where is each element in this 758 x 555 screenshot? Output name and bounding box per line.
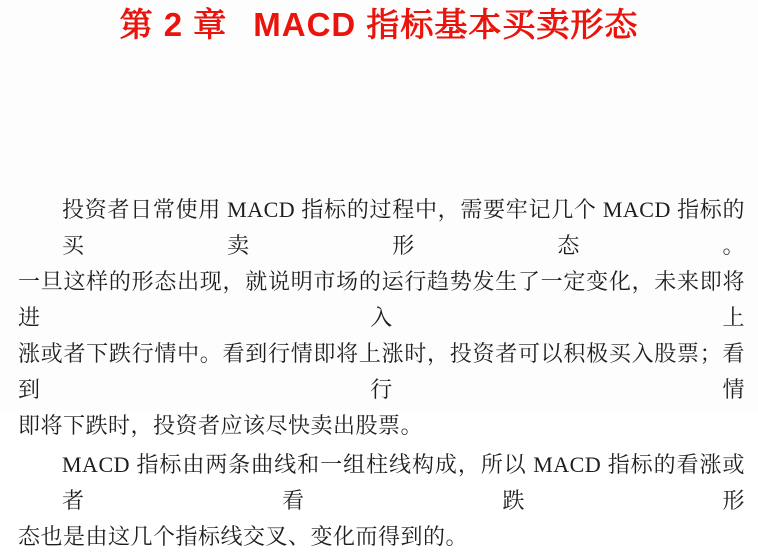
text-line: 投资者日常使用 MACD 指标的过程中，需要牢记几个 MACD 指标的买卖形态。 — [62, 197, 745, 258]
text-line: 即将下跌时，投资者应该尽快卖出股票。 — [18, 413, 424, 438]
text-line: 一旦这样的形态出现，就说明市场的运行趋势发生了一定变化，未来即将进入上 — [18, 269, 745, 330]
paragraph-2 — [18, 447, 745, 555]
chapter-title — [0, 5, 758, 45]
text-line: MACD 指标由两条曲线和一组柱线构成，所以 MACD 指标的看涨或者看跌形 — [62, 452, 745, 513]
paragraph-1 — [18, 192, 745, 444]
chapter-name: MACD 指标基本买卖形态 — [253, 6, 639, 43]
text-line: 涨或者下跌行情中。看到行情即将上涨时，投资者可以积极买入股票；看到行情 — [18, 341, 745, 402]
chapter-number: 第 2 章 — [119, 6, 228, 43]
text-line: 态也是由这几个指标线交叉、变化而得到的。 — [18, 524, 469, 549]
body-text — [18, 192, 745, 555]
